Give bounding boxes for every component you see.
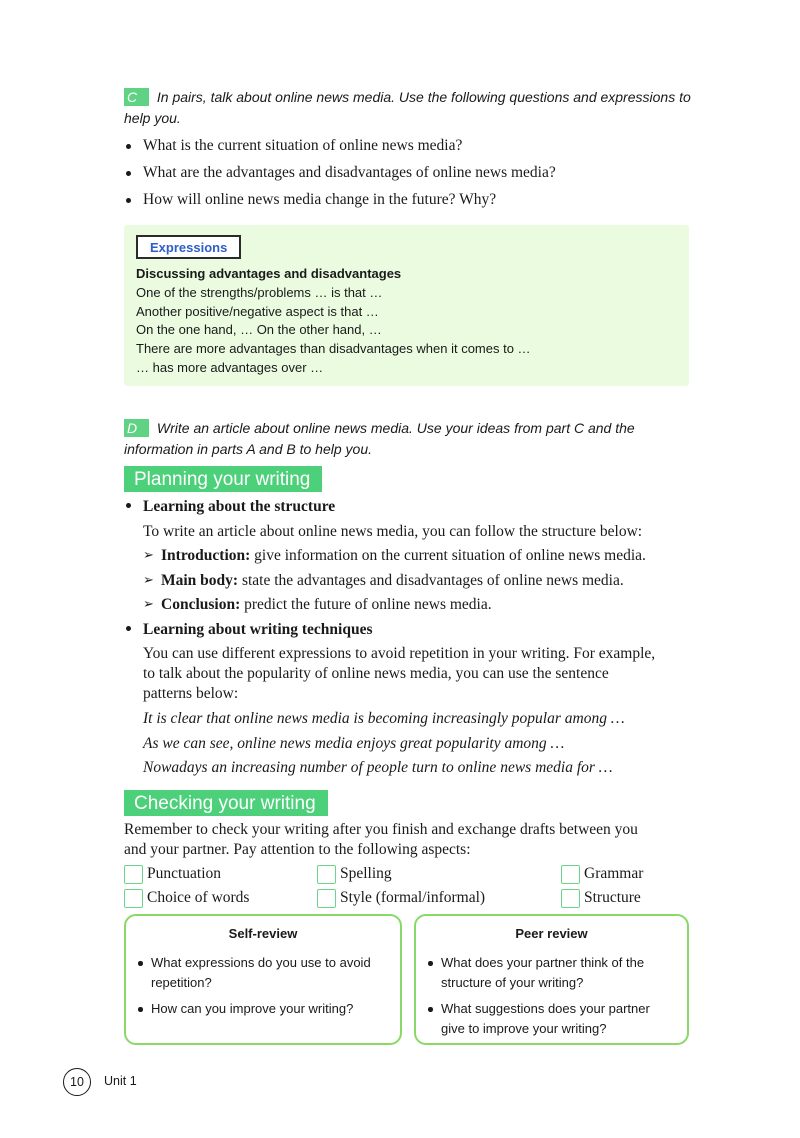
expressions-list	[136, 265, 531, 378]
expression-line: There are more advantages than disadvantages when it comes to …	[136, 341, 531, 357]
checkbox-style[interactable]	[317, 889, 336, 908]
expressions-box	[124, 225, 689, 386]
planning-content	[124, 495, 724, 781]
planning-heading: Planning your writing	[124, 466, 322, 492]
techniques-title: Learning about writing techniques	[124, 618, 724, 643]
arrow-icon: ➢	[143, 572, 154, 588]
structure-intro: To write an article about online news media, you can follow the structure below:	[143, 522, 643, 540]
peer-review-item: What suggestions does your partner give to improve your writing?	[441, 999, 677, 1039]
self-review-item: How can you improve your writing?	[151, 999, 390, 1019]
structure-item: ➢ Conclusion: predict the future of online news media.	[143, 593, 724, 618]
checkbox-spelling[interactable]	[317, 865, 336, 884]
checking-heading: Checking your writing	[124, 790, 328, 816]
self-review-box	[124, 914, 402, 1045]
checkbox-grammar[interactable]	[561, 865, 580, 884]
example-sentence: As we can see, online news media enjoys great popularity among …	[143, 734, 565, 752]
expressions-heading: Discussing advantages and disadvantages	[136, 266, 402, 281]
expression-line: … has more advantages over …	[136, 359, 324, 375]
checkbox-label: Grammar	[584, 865, 644, 882]
checkbox-label: Style (formal/informal)	[340, 889, 486, 906]
expressions-tag: Expressions	[136, 235, 241, 259]
checkbox-label: Spelling	[340, 865, 392, 882]
checkbox-punctuation[interactable]	[124, 865, 143, 884]
arrow-icon: ➢	[143, 548, 154, 563]
techniques-line: You can use different expressions to avoid repetition in your writing. For example,	[143, 645, 656, 662]
section-d-letter: D	[124, 419, 149, 437]
checkbox-label: Choice of words	[147, 889, 250, 906]
arrow-icon: ➢	[143, 597, 154, 612]
section-c-letter: C	[124, 88, 149, 106]
peer-review-item: What does your partner think of the structure of your writing?	[441, 953, 677, 993]
section-d-instruction	[124, 418, 694, 460]
question-item: How will online news media change in the future? Why?	[124, 190, 724, 217]
checkbox-choice-of-words[interactable]	[124, 889, 143, 908]
expression-line: Another positive/negative aspect is that …	[136, 303, 379, 319]
checkbox-structure[interactable]	[561, 889, 580, 908]
question-item: What is the current situation of online news media?	[124, 136, 724, 163]
checkbox-label: Structure	[584, 889, 641, 906]
example-sentence: It is clear that online news media is becoming increasingly popular among …	[143, 710, 625, 727]
checkbox-label: Punctuation	[147, 865, 222, 882]
section-c-instruction-line1: In pairs, talk about online news media. Use the following questions and expressions to	[156, 89, 691, 105]
peer-review-title: Peer review	[515, 926, 588, 941]
checking-intro-line1: Remember to check your writing after you finish and exchange drafts between you	[124, 821, 638, 838]
expression-line: One of the strengths/problems … is that …	[136, 284, 383, 300]
structure-item: ➢ Introduction: give information on the current situation of online news media.	[143, 544, 724, 569]
section-c-instruction	[124, 87, 694, 129]
discussion-questions	[124, 136, 724, 217]
checking-intro-line2: and your partner. Pay attention to the following aspects:	[124, 841, 471, 858]
techniques-line: patterns below:	[143, 685, 239, 702]
unit-label: Unit 1	[104, 1074, 137, 1088]
page-number: 10	[63, 1068, 91, 1096]
self-review-title: Self-review	[228, 926, 298, 941]
structure-item: ➢ Main body: state the advantages and disadvantages of online news media.	[143, 569, 724, 594]
self-review-item: What expressions do you use to avoid repetition?	[151, 953, 390, 993]
section-d-instruction-line2: information in parts A and B to help you.	[124, 441, 372, 457]
structure-title: Learning about the structure	[124, 495, 724, 520]
peer-review-box	[414, 914, 689, 1045]
question-item: What are the advantages and disadvantages of online news media?	[124, 163, 724, 190]
example-sentence: Nowadays an increasing number of people turn to online news media for …	[143, 759, 613, 776]
section-d-instruction-line1: Write an article about online news media. Use your ideas from part C and the	[156, 420, 635, 436]
checking-intro	[124, 820, 724, 860]
section-c-instruction-line2: help you.	[124, 110, 181, 126]
techniques-line: to talk about the popularity of online news media, you can use the sentence	[143, 665, 609, 682]
expression-line: On the one hand, … On the other hand, …	[136, 322, 382, 338]
